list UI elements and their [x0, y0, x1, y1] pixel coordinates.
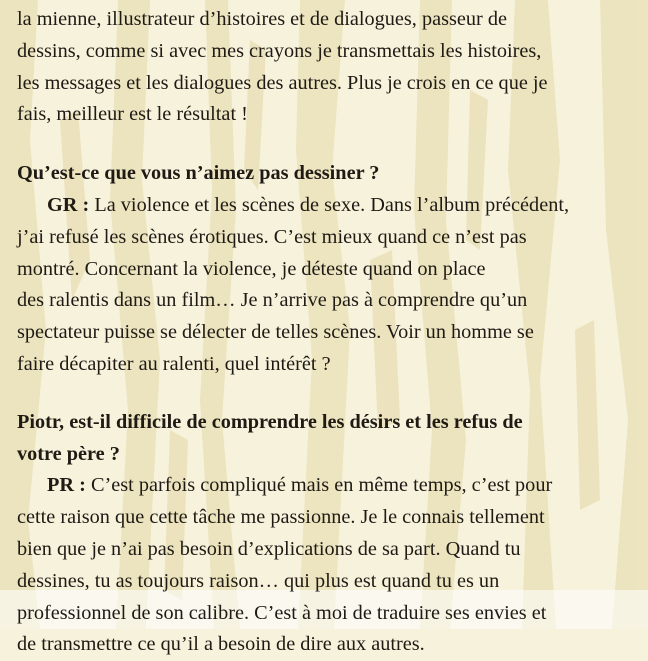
intro-paragraph: [17, 4, 642, 131]
text-line: des ralentis dans un film… Je n’arrive pas à comprendre qu’un: [17, 289, 528, 312]
text-line: cette raison que cette tâche me passionne. Je le connais tellement: [17, 506, 545, 529]
question-heading: Qu’est-ce que vous n’aimez pas dessiner ?: [17, 162, 380, 185]
answer-text: La violence et les scènes de sexe. Dans l’album précédent,: [94, 193, 570, 216]
document-page: [17, 4, 642, 661]
text-line: fais, meilleur est le résultat !: [17, 103, 248, 126]
speaker-initials: PR :: [47, 474, 86, 497]
text-line: dessines, tu as toujours raison… qui plus est quand tu es un: [17, 569, 500, 592]
answer-first-line: [17, 470, 642, 502]
text-line: la mienne, illustrateur d’histoires et de dialogues, passeur de: [17, 8, 507, 30]
text-line: de transmettre ce qu’il a besoin de dire aux autres.: [17, 633, 425, 656]
paragraph-spacer: [17, 131, 642, 158]
paragraph-spacer: [17, 381, 642, 407]
question-heading: Piotr, est-il difficile de comprendre les désirs et les refus de: [17, 410, 523, 433]
answer-text: C’est parfois compliqué mais en même temps, c’est pour: [90, 474, 553, 497]
text-line: bien que je n’ai pas besoin d’explications de sa part. Quand tu: [17, 537, 521, 560]
text-line: professionnel de son calibre. C’est à moi de traduire ses envies et: [17, 601, 547, 624]
answer-paragraph-1: [17, 190, 642, 381]
answer-paragraph-2: [17, 470, 642, 661]
text-line: spectateur puisse se délecter de telles scènes. Voir un homme se: [17, 321, 534, 344]
text-line: dessins, comme si avec mes crayons je transmettais les histoires,: [17, 39, 542, 62]
text-line: montré. Concernant la violence, je déteste quand on place: [17, 257, 486, 280]
text-line: les messages et les dialogues des autres. Plus je crois en ce que je: [17, 71, 548, 94]
interview-question-1: [17, 158, 642, 190]
interview-question-2: [17, 407, 642, 471]
answer-first-line: [17, 190, 642, 222]
text-line: faire décapiter au ralenti, quel intérêt ?: [17, 352, 331, 375]
speaker-initials: GR :: [47, 193, 90, 216]
text-line: j’ai refusé les scènes érotiques. C’est mieux quand ce n’est pas: [17, 225, 527, 248]
question-heading: votre père ?: [17, 442, 120, 465]
